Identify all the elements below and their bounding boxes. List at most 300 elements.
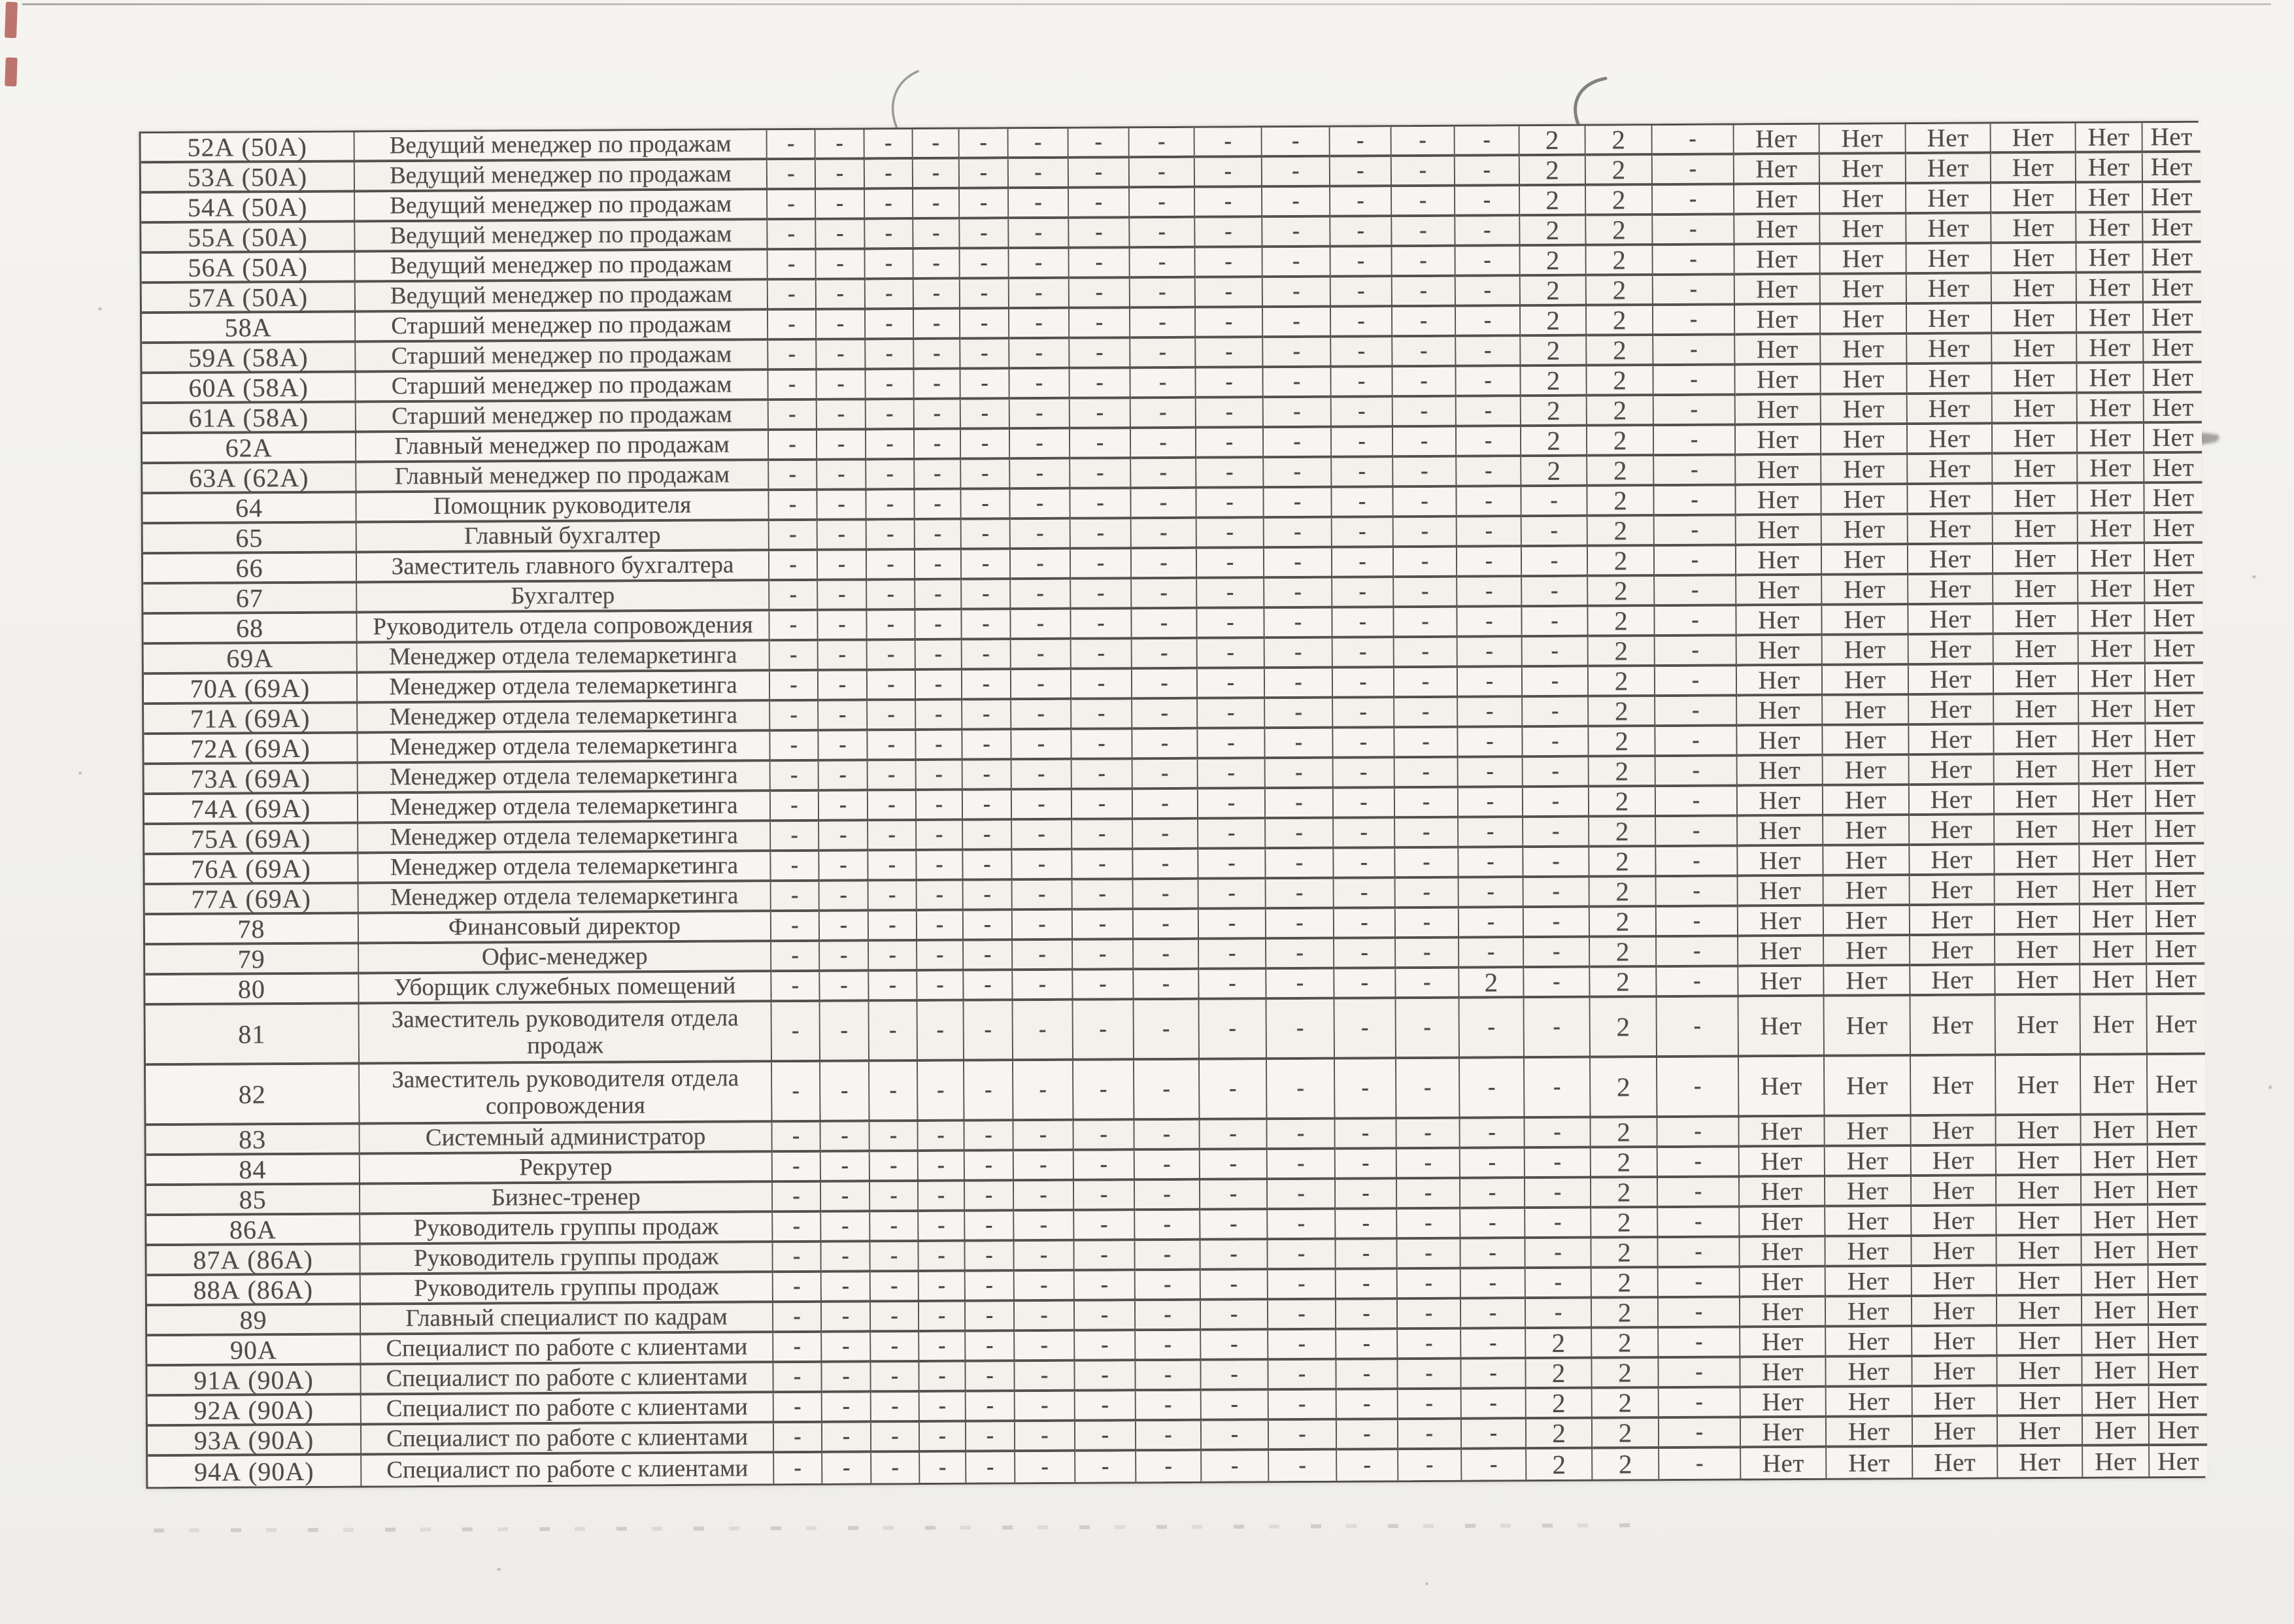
cell-dash: - [962, 730, 1011, 760]
cell-no: Нет [2077, 303, 2144, 334]
cell-dash: - [915, 490, 961, 520]
cell-dash: - [1462, 1449, 1527, 1480]
cell-dash: - [1011, 640, 1071, 670]
cell-no: Нет [1821, 485, 1908, 516]
cell-dash: - [915, 581, 962, 611]
cell-dash: - [818, 641, 868, 671]
cell-dash: - [1398, 1420, 1462, 1451]
cell-dash: - [1268, 1240, 1336, 1271]
cell-count: 2 [1586, 186, 1653, 216]
cell-dash: - [1075, 1361, 1136, 1391]
cell-no: Нет [1908, 515, 1993, 545]
cell-dash: - [1657, 877, 1738, 907]
cell-dash: - [817, 370, 866, 400]
cell-dash: - [818, 731, 868, 761]
cell-dash: - [1334, 849, 1395, 879]
cell-no: Нет [1826, 1267, 1912, 1298]
cell-dash: - [1653, 365, 1735, 396]
cell-dash: - [773, 1153, 821, 1183]
cell-dash: - [865, 190, 913, 220]
cell-dash: - [769, 521, 818, 551]
cell-no: Нет [1994, 635, 2079, 666]
cell-dash: - [1070, 399, 1131, 429]
cell-position-number: 55А (50А) [141, 223, 355, 254]
cell-dash: - [1332, 608, 1394, 638]
cell-position-number: 59А (58А) [142, 343, 356, 375]
cell-position-number: 54А (50А) [141, 193, 355, 224]
cell-no: Нет [1991, 124, 2076, 154]
cell-dash: - [1009, 159, 1069, 189]
cell-dash: - [821, 1152, 870, 1182]
cell-dash: - [962, 670, 1011, 700]
cell-dash: - [1654, 396, 1736, 426]
cell-no: Нет [1821, 335, 1907, 365]
cell-count: 2 [1591, 1208, 1658, 1239]
cell-no: Нет [2077, 364, 2144, 394]
cell-no: Нет [1738, 787, 1823, 817]
cell-dash: - [1396, 909, 1459, 939]
cell-dash: - [771, 822, 819, 852]
cell-dash: - [913, 160, 960, 190]
cell-no: Нет [1741, 1418, 1827, 1449]
cell-dash: - [1130, 339, 1196, 369]
cell-dash: - [1269, 1391, 1337, 1421]
cell-dash: - [1015, 1362, 1075, 1392]
cell-count: 2 [1520, 186, 1586, 217]
cell-no: Нет [2078, 484, 2144, 515]
cell-no: Нет [2083, 1386, 2150, 1417]
cell-dash: - [1269, 1421, 1337, 1451]
cell-no: Нет [2079, 634, 2146, 665]
cell-no: Нет [2082, 1115, 2148, 1146]
cell-no: Нет [2148, 1145, 2206, 1176]
cell-dash: - [1266, 759, 1334, 790]
cell-dash: - [1009, 309, 1070, 339]
cell-job-title: Специалист по работе с клиентами [361, 1333, 773, 1365]
cell-dash: - [1397, 1119, 1460, 1150]
cell-no: Нет [2144, 424, 2202, 454]
cell-dash: - [1202, 1451, 1269, 1481]
cell-dash: - [871, 1302, 919, 1332]
cell-no: Нет [1734, 125, 1820, 156]
cell-count: 2 [1587, 246, 1653, 277]
cell-dash: - [1134, 910, 1199, 941]
cell-count: 2 [1587, 276, 1653, 307]
cell-no: Нет [2145, 604, 2202, 634]
scan-noise-band [154, 1523, 1631, 1532]
cell-dash: - [913, 220, 960, 250]
cell-position-number: 65 [143, 524, 357, 555]
cell-count: 2 [1589, 847, 1656, 878]
cell-no: Нет [1997, 1146, 2082, 1177]
cell-job-title: Ведущий менеджер по продажам [355, 130, 767, 162]
cell-dash: - [1071, 700, 1132, 730]
cell-no: Нет [1823, 846, 1910, 877]
cell-job-title: Главный менеджер по продажам [356, 461, 769, 493]
cell-dash: - [919, 1212, 965, 1242]
cell-dash: - [1136, 1331, 1201, 1362]
cell-no: Нет [1912, 1357, 1997, 1387]
cell-dash: - [1074, 1211, 1135, 1241]
cell-position-number: 67 [143, 584, 357, 615]
cell-position-number: 58А [142, 313, 356, 345]
cell-dash: - [770, 702, 818, 732]
cell-dash: - [866, 250, 914, 280]
cell-no: Нет [1736, 426, 1821, 456]
cell-dash: - [1074, 1121, 1135, 1151]
cell-no: Нет [1997, 1296, 2082, 1327]
cell-dash: - [917, 911, 964, 941]
cell-dash: - [822, 1272, 871, 1302]
cell-no: Нет [1907, 304, 1992, 335]
cell-dash: - [1659, 1388, 1741, 1419]
cell-no: Нет [2080, 815, 2146, 845]
cell-dash: - [1263, 248, 1331, 279]
cell-dash: - [1010, 399, 1070, 430]
cell-dash: - [820, 1062, 869, 1122]
cell-no: Нет [1995, 905, 2080, 936]
cell-position-number: 87А (86А) [147, 1245, 361, 1277]
cell-count: 2 [1527, 1419, 1593, 1450]
cell-dash: - [1198, 819, 1266, 850]
cell-dash: - [1523, 728, 1589, 758]
cell-dash: - [1394, 548, 1457, 579]
cell-position-number: 69А [144, 644, 358, 675]
cell-dash: - [1333, 638, 1394, 668]
cell-job-title: Уборщик служебных помещений [359, 972, 771, 1004]
cell-no: Нет [1913, 1417, 1998, 1447]
cell-no: Нет [1910, 966, 1995, 996]
cell-dash: - [1333, 728, 1394, 758]
cell-no: Нет [2146, 815, 2204, 845]
cell-dash: - [1195, 127, 1262, 158]
cell-dash: - [1263, 308, 1331, 339]
cell-position-number: 57А (50А) [142, 283, 356, 314]
cell-no: Нет [1741, 1448, 1827, 1479]
cell-no: Нет [1913, 1387, 1998, 1417]
cell-dash: - [1525, 1149, 1591, 1179]
cell-dash: - [1331, 307, 1392, 337]
cell-dash: - [1394, 518, 1457, 549]
cell-dash: - [1264, 368, 1332, 399]
cell-no: Нет [2146, 785, 2204, 815]
cell-dash: - [1262, 218, 1330, 248]
cell-position-number: 93А (90А) [148, 1426, 362, 1457]
cell-no: Нет [2143, 153, 2201, 183]
cell-no: Нет [1910, 845, 1995, 876]
cell-dash: - [1075, 1451, 1136, 1481]
cell-no: Нет [1738, 847, 1823, 877]
cell-dash: - [963, 820, 1012, 851]
cell-no: Нет [1737, 636, 1823, 667]
cell-dash: - [1130, 188, 1195, 219]
cell-position-number: 56А (50А) [142, 253, 356, 284]
cell-dash: - [1070, 429, 1131, 459]
cell-no: Нет [2146, 634, 2203, 664]
cell-no: Нет [2145, 574, 2202, 604]
cell-no: Нет [1738, 817, 1823, 847]
cell-dash: - [1201, 1300, 1268, 1331]
cell-count: 2 [1588, 577, 1655, 607]
cell-no: Нет [1994, 695, 2079, 726]
cell-no: Нет [1740, 1238, 1825, 1268]
cell-no: Нет [2144, 364, 2201, 394]
cell-no: Нет [1995, 875, 2080, 906]
cell-dash: - [1457, 367, 1521, 398]
cell-no: Нет [1908, 484, 1993, 515]
cell-dash: - [1197, 549, 1264, 579]
cell-dash: - [1195, 188, 1262, 218]
cell-no: Нет [2080, 905, 2147, 936]
cell-no: Нет [1997, 1206, 2082, 1237]
cell-dash: - [1336, 1270, 1398, 1300]
cell-count: 2 [1586, 156, 1653, 186]
scan-speck [2269, 1085, 2272, 1089]
cell-no: Нет [2080, 875, 2147, 905]
cell-dash: - [919, 1272, 966, 1302]
cell-no: Нет [1736, 516, 1822, 547]
cell-job-title: Специалист по работе с клиентами [362, 1393, 774, 1425]
cell-no: Нет [2081, 1055, 2148, 1116]
cell-job-title: Менеджер отдела телемаркетинга [358, 762, 771, 794]
cell-dash: - [1396, 939, 1459, 970]
cell-dash: - [1392, 307, 1456, 338]
cell-dash: - [822, 1453, 871, 1483]
cell-dash: - [962, 700, 1011, 730]
cell-no: Нет [1825, 1237, 1912, 1268]
cell-dash: - [1657, 967, 1738, 998]
cell-dash: - [870, 1122, 919, 1152]
cell-dash: - [869, 1002, 918, 1062]
cell-dash: - [1525, 1239, 1591, 1270]
cell-no: Нет [1822, 515, 1908, 546]
cell-dash: - [1653, 335, 1735, 366]
cell-dash: - [1011, 550, 1071, 580]
cell-job-title: Заместитель руководителя отдела сопровождения [360, 1062, 772, 1125]
cell-dash: - [1332, 398, 1393, 428]
cell-dash: - [1268, 1270, 1336, 1301]
cell-no: Нет [1826, 1297, 1912, 1328]
cell-no: Нет [2082, 1356, 2149, 1387]
cell-dash: - [1656, 787, 1738, 817]
cell-count: 2 [1527, 1449, 1593, 1480]
cell-dash: - [865, 129, 913, 160]
cell-count: 2 [1526, 1329, 1592, 1360]
cell-no: Нет [1996, 1056, 2081, 1117]
cell-dash: - [1069, 158, 1130, 188]
cell-dash: - [822, 1302, 871, 1332]
cell-no: Нет [1826, 1327, 1912, 1358]
cell-position-number: 81 [146, 1005, 360, 1066]
cell-dash: - [869, 911, 917, 941]
cell-dash: - [1073, 940, 1134, 970]
cell-dash: - [870, 1212, 919, 1242]
cell-dash: - [1457, 427, 1521, 458]
cell-dash: - [871, 1362, 919, 1393]
cell-no: Нет [2076, 153, 2143, 184]
cell-dash: - [1392, 337, 1456, 368]
cell-dash: - [1013, 911, 1073, 941]
cell-dash: - [920, 1453, 966, 1483]
cell-no: Нет [1821, 245, 1907, 275]
cell-dash: - [1069, 218, 1130, 248]
cell-dash: - [919, 1182, 965, 1212]
cell-count: 2 [1589, 787, 1656, 818]
cell-no: Нет [1910, 936, 1995, 966]
cell-dash: - [1197, 609, 1264, 639]
cell-dash: - [1525, 1119, 1591, 1149]
cell-no: Нет [1993, 575, 2078, 605]
cell-dash: - [773, 1363, 822, 1393]
cell-position-number: 82 [146, 1065, 360, 1126]
cell-dash: - [1199, 909, 1266, 940]
cell-job-title: Менеджер отдела телемаркетинга [358, 732, 770, 764]
cell-no: Нет [1823, 696, 1909, 726]
cell-dash: - [771, 912, 820, 942]
cell-dash: - [769, 581, 818, 611]
cell-dash: - [915, 550, 962, 581]
cell-no: Нет [1908, 424, 1993, 455]
cell-no: Нет [1736, 396, 1821, 426]
cell-dash: - [1331, 337, 1392, 367]
cell-position-number: 91А (90А) [147, 1366, 361, 1397]
cell-dash: - [817, 460, 866, 490]
scan-top-edge-line [22, 3, 2271, 5]
cell-dash: - [1460, 1179, 1525, 1210]
cell-count: 2 [1589, 757, 1656, 788]
cell-dash: - [1459, 788, 1523, 819]
cell-dash: - [1200, 1060, 1267, 1121]
cell-dash: - [768, 250, 817, 280]
cell-job-title: Рекрутер [360, 1153, 773, 1185]
cell-dash: - [774, 1453, 822, 1483]
cell-dash: - [1264, 398, 1332, 429]
cell-position-number: 89 [147, 1306, 361, 1337]
cell-no: Нет [1734, 215, 1820, 246]
cell-dash: - [1266, 819, 1334, 850]
cell-dash: - [773, 1123, 821, 1153]
cell-dash: - [1266, 879, 1334, 910]
cell-dash: - [1394, 668, 1458, 699]
cell-dash: - [1134, 940, 1199, 971]
cell-dash: - [1201, 1330, 1268, 1361]
cell-count: 2 [1591, 1148, 1658, 1179]
cell-dash: - [1132, 669, 1198, 700]
cell-dash: - [1461, 1299, 1526, 1330]
cell-no: Нет [2143, 123, 2201, 153]
cell-dash: - [966, 1302, 1015, 1332]
cell-dash: - [1135, 1151, 1200, 1181]
cell-no: Нет [1822, 605, 1908, 636]
cell-dash: - [915, 400, 961, 430]
cell-no: Нет [1912, 1266, 1997, 1297]
cell-no: Нет [1824, 936, 1910, 967]
cell-dash: - [1392, 187, 1455, 218]
cell-count: 2 [1587, 366, 1653, 397]
cell-dash: - [1398, 1270, 1461, 1300]
cell-no: Нет [2144, 303, 2201, 333]
cell-dash: - [869, 1062, 918, 1122]
cell-dash: - [770, 671, 818, 702]
cell-no: Нет [2149, 1326, 2206, 1356]
cell-dash: - [1135, 1181, 1200, 1211]
cell-no: Нет [2147, 875, 2204, 905]
cell-dash: - [871, 1332, 919, 1362]
cell-dash: - [1075, 1271, 1136, 1301]
cell-dash: - [818, 581, 867, 611]
cell-dash: - [1457, 397, 1521, 428]
cell-dash: - [817, 490, 866, 520]
cell-dash: - [1013, 1001, 1073, 1061]
cell-dash: - [962, 610, 1011, 640]
red-edge-mark [5, 2, 18, 39]
cell-dash: - [1658, 1117, 1740, 1148]
scan-speck [1425, 1582, 1428, 1585]
cell-dash: - [1337, 1450, 1398, 1480]
cell-no: Нет [1825, 1057, 1911, 1117]
cell-dash: - [1460, 1209, 1525, 1240]
cell-dash: - [1009, 339, 1070, 369]
cell-no: Нет [2080, 785, 2146, 815]
cell-dash: - [1069, 188, 1130, 218]
cell-dash: - [1133, 850, 1198, 881]
cell-dash: - [767, 160, 816, 190]
cell-dash: - [1196, 338, 1263, 369]
cell-no: Нет [1739, 1057, 1825, 1118]
cell-dash: - [1196, 398, 1264, 429]
cell-dash: - [1525, 1179, 1591, 1210]
cell-no: Нет [2146, 754, 2204, 785]
cell-dash: - [1196, 458, 1264, 489]
cell-dash: - [1195, 158, 1262, 188]
cell-no: Нет [1994, 665, 2079, 696]
cell-dash: - [1136, 1391, 1202, 1422]
cell-count: 2 [1591, 1118, 1658, 1149]
cell-dash: - [917, 761, 963, 791]
cell-no: Нет [2150, 1446, 2207, 1476]
cell-dash: - [1522, 547, 1588, 578]
cell-dash: - [1523, 637, 1589, 668]
cell-dash: - [1331, 247, 1392, 277]
cell-dash: - [1523, 788, 1589, 819]
cell-count: 2 [1521, 427, 1587, 458]
cell-position-number: 90А [147, 1336, 361, 1367]
cell-dash: - [1074, 1181, 1135, 1211]
cell-count: 2 [1521, 397, 1587, 428]
cell-position-number: 88А (86А) [147, 1276, 361, 1307]
cell-no: Нет [1738, 967, 1824, 998]
cell-dash: - [1523, 668, 1589, 698]
cell-dash: - [817, 400, 866, 430]
cell-dash: - [1198, 639, 1265, 669]
cell-dash: - [1265, 669, 1333, 700]
cell-count: 2 [1592, 1328, 1659, 1359]
cell-dash: - [914, 340, 960, 370]
cell-dash: - [919, 1242, 965, 1272]
cell-no: Нет [2077, 333, 2144, 364]
cell-dash: - [1198, 699, 1265, 730]
cell-no: Нет [2076, 123, 2143, 154]
cell-no: Нет [2144, 333, 2201, 364]
cell-count: 2 [1587, 486, 1654, 517]
cell-no: Нет [2149, 1296, 2206, 1326]
cell-no: Нет [1993, 424, 2078, 455]
cell-no: Нет [1825, 1177, 1912, 1208]
cell-dash: - [1659, 1418, 1741, 1449]
cell-no: Нет [1992, 364, 2077, 395]
cell-no: Нет [2144, 273, 2201, 303]
cell-no: Нет [2144, 394, 2202, 424]
